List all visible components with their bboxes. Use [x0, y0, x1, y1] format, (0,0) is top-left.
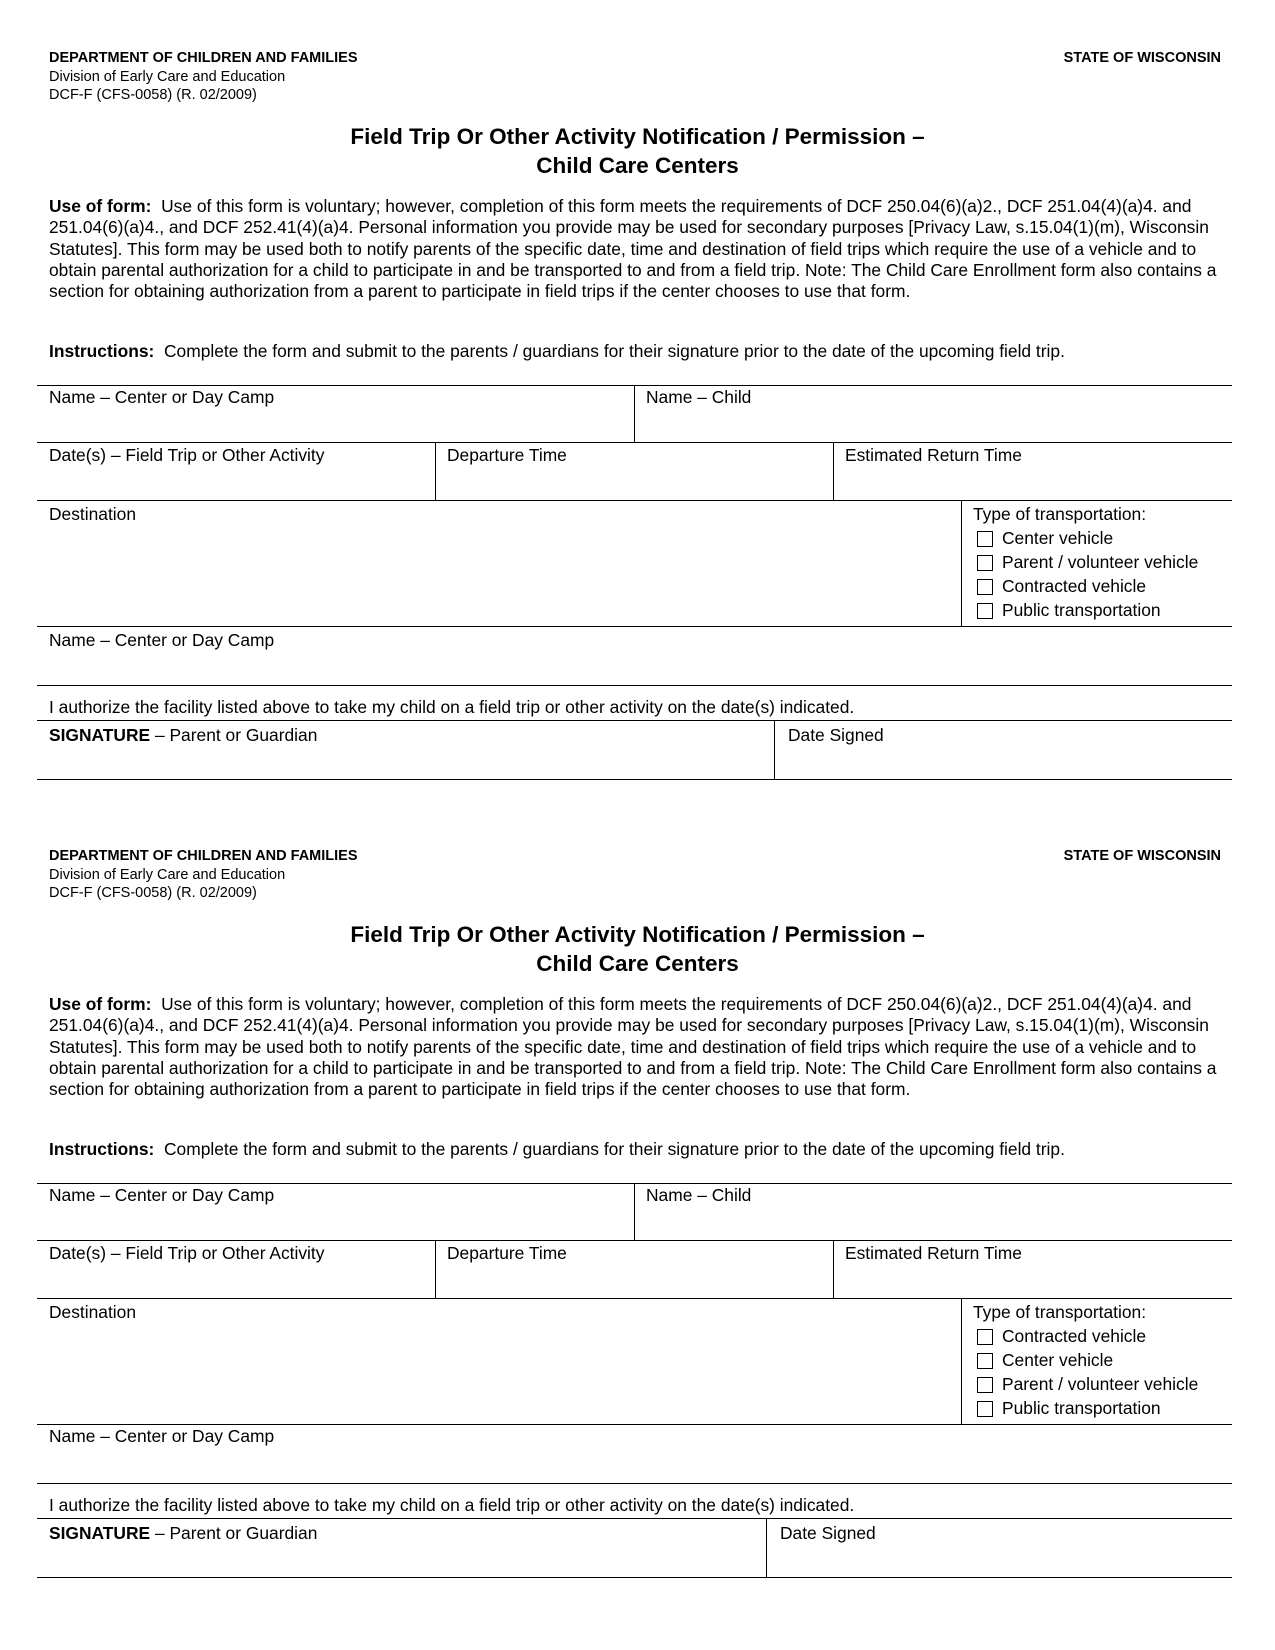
field-signature[interactable]	[49, 725, 317, 746]
title-line-1: Field Trip Or Other Activity Notification / Permission –	[350, 922, 925, 947]
use-of-form-paragraph	[49, 994, 1224, 1100]
permission-form-1	[0, 0, 1275, 800]
divider	[37, 626, 1232, 627]
divider	[435, 1240, 436, 1298]
transport-option-label: Public transportation	[1002, 600, 1161, 620]
field-name-center-2[interactable]: Name – Center or Day Camp	[49, 630, 275, 650]
transport-label: Type of transportation:	[973, 504, 1147, 524]
divider	[37, 720, 1232, 721]
form-title	[0, 122, 1275, 180]
header-left	[49, 49, 358, 105]
transport-option[interactable]	[977, 1398, 1161, 1419]
divider	[961, 1298, 962, 1424]
state-name: STATE OF WISCONSIN	[1063, 50, 1221, 66]
transport-label: Type of transportation:	[973, 1302, 1147, 1322]
signature-sublabel: – Parent or Guardian	[150, 725, 318, 745]
instructions-paragraph	[49, 341, 1224, 362]
field-dates[interactable]: Date(s) – Field Trip or Other Activity	[49, 1243, 325, 1263]
transport-option[interactable]	[977, 1374, 1198, 1395]
divider	[774, 720, 775, 779]
transport-option[interactable]	[977, 576, 1146, 597]
field-departure-time[interactable]: Departure Time	[447, 1243, 567, 1263]
title-line-1: Field Trip Or Other Activity Notification / Permission –	[350, 124, 925, 149]
field-date-signed[interactable]: Date Signed	[788, 725, 884, 745]
divider	[435, 442, 436, 500]
transport-option[interactable]	[977, 552, 1198, 573]
divider	[37, 1240, 1232, 1241]
divider	[634, 1183, 635, 1240]
division-name: Division of Early Care and Education	[49, 866, 286, 883]
use-of-form-paragraph	[49, 196, 1224, 302]
field-return-time[interactable]: Estimated Return Time	[845, 1243, 1022, 1263]
field-name-child[interactable]: Name – Child	[646, 1185, 752, 1205]
form-id: DCF-F (CFS-0058) (R. 02/2009)	[49, 885, 257, 901]
divider	[37, 685, 1232, 686]
department-name: DEPARTMENT OF CHILDREN AND FAMILIES	[49, 848, 358, 864]
transport-option[interactable]	[977, 1326, 1146, 1347]
divider	[37, 1298, 1232, 1299]
field-departure-time[interactable]: Departure Time	[447, 445, 567, 465]
divider	[37, 1518, 1232, 1519]
divider	[37, 1424, 1232, 1425]
transport-option[interactable]	[977, 1350, 1113, 1371]
divider	[833, 1240, 834, 1298]
authorization-statement: I authorize the facility listed above to take my child on a field trip or other activity on the date(s) indicated.	[49, 697, 855, 717]
divider	[37, 1483, 1232, 1484]
divider	[37, 500, 1232, 501]
divider	[634, 385, 635, 442]
divider	[37, 779, 1232, 780]
signature-label: SIGNATURE	[49, 725, 151, 745]
instructions-paragraph	[49, 1139, 1224, 1160]
title-line-2: Child Care Centers	[536, 153, 739, 178]
division-name: Division of Early Care and Education	[49, 68, 286, 85]
divider	[37, 442, 1232, 443]
field-destination[interactable]: Destination	[49, 504, 137, 524]
field-name-center[interactable]: Name – Center or Day Camp	[49, 1185, 275, 1205]
divider	[37, 1577, 1232, 1578]
use-of-form-text: Use of this form is voluntary; however, completion of this form meets the requirements of DCF 250.04(6)(a)2., DCF 251.04(4)(a)4. and 251.04(6)(a)4., and DCF 252.41(4)(a)4. Personal information you provide may be used for secondary purposes [Privacy Law, s.15.04(1)(m), Wisconsin Statutes]. This form may be used both to notify parents of the specific date, time and destination of field trips which require the use of a vehicle and to obtain parental authorization for a child to participate in and be transported to and from a field trip. Note: The Child Care Enrollment form also contains a section for obtaining authorization from a parent to participate in field trips if the center chooses to use that form.	[49, 196, 1217, 302]
divider	[766, 1518, 767, 1577]
field-return-time[interactable]: Estimated Return Time	[845, 445, 1022, 465]
header-left	[49, 847, 358, 903]
transport-option[interactable]	[977, 600, 1161, 621]
checkbox[interactable]	[977, 555, 993, 571]
field-name-center-2[interactable]: Name – Center or Day Camp	[49, 1426, 275, 1446]
use-of-form-text: Use of this form is voluntary; however, completion of this form meets the requirements of DCF 250.04(6)(a)2., DCF 251.04(4)(a)4. and 251.04(6)(a)4., and DCF 252.41(4)(a)4. Personal information you provide may be used for secondary purposes [Privacy Law, s.15.04(1)(m), Wisconsin Statutes]. This form may be used both to notify parents of the specific date, time and destination of field trips which require the use of a vehicle and to obtain parental authorization for a child to participate in and be transported to and from a field trip. Note: The Child Care Enrollment form also contains a section for obtaining authorization from a parent to participate in field trips if the center chooses to use that form.	[49, 994, 1217, 1100]
department-name: DEPARTMENT OF CHILDREN AND FAMILIES	[49, 50, 358, 66]
instructions-text: Complete the form and submit to the parents / guardians for their signature prior to the date of the upcoming field trip.	[163, 1139, 1065, 1159]
title-line-2: Child Care Centers	[536, 951, 739, 976]
checkbox[interactable]	[977, 579, 993, 595]
field-signature[interactable]	[49, 1523, 317, 1544]
form-title	[0, 920, 1275, 978]
field-date-signed[interactable]: Date Signed	[780, 1523, 876, 1543]
transport-option-label: Contracted vehicle	[1002, 1326, 1147, 1346]
divider	[833, 442, 834, 500]
transport-option-label: Center vehicle	[1002, 528, 1114, 548]
transport-option[interactable]	[977, 528, 1113, 549]
field-name-child[interactable]: Name – Child	[646, 387, 752, 407]
state-name: STATE OF WISCONSIN	[1063, 848, 1221, 864]
checkbox[interactable]	[977, 531, 993, 547]
divider	[961, 500, 962, 626]
checkbox[interactable]	[977, 1329, 993, 1345]
use-of-form-label: Use of form:	[49, 196, 152, 216]
field-destination[interactable]: Destination	[49, 1302, 137, 1322]
transport-option-label: Parent / volunteer vehicle	[1002, 1374, 1199, 1394]
authorization-statement: I authorize the facility listed above to take my child on a field trip or other activity on the date(s) indicated.	[49, 1495, 855, 1515]
instructions-label: Instructions:	[49, 1139, 155, 1159]
field-name-center[interactable]: Name – Center or Day Camp	[49, 387, 275, 407]
checkbox[interactable]	[977, 603, 993, 619]
use-of-form-label: Use of form:	[49, 994, 152, 1014]
transport-option-label: Center vehicle	[1002, 1350, 1114, 1370]
checkbox[interactable]	[977, 1401, 993, 1417]
transport-option-label: Parent / volunteer vehicle	[1002, 552, 1199, 572]
checkbox[interactable]	[977, 1377, 993, 1393]
signature-sublabel: – Parent or Guardian	[150, 1523, 318, 1543]
checkbox[interactable]	[977, 1353, 993, 1369]
transport-option-label: Contracted vehicle	[1002, 576, 1147, 596]
form-id: DCF-F (CFS-0058) (R. 02/2009)	[49, 87, 257, 103]
permission-form-2	[0, 798, 1275, 1598]
transport-option-label: Public transportation	[1002, 1398, 1161, 1418]
field-dates[interactable]: Date(s) – Field Trip or Other Activity	[49, 445, 325, 465]
instructions-label: Instructions:	[49, 341, 155, 361]
instructions-text: Complete the form and submit to the parents / guardians for their signature prior to the date of the upcoming field trip.	[163, 341, 1065, 361]
signature-label: SIGNATURE	[49, 1523, 151, 1543]
